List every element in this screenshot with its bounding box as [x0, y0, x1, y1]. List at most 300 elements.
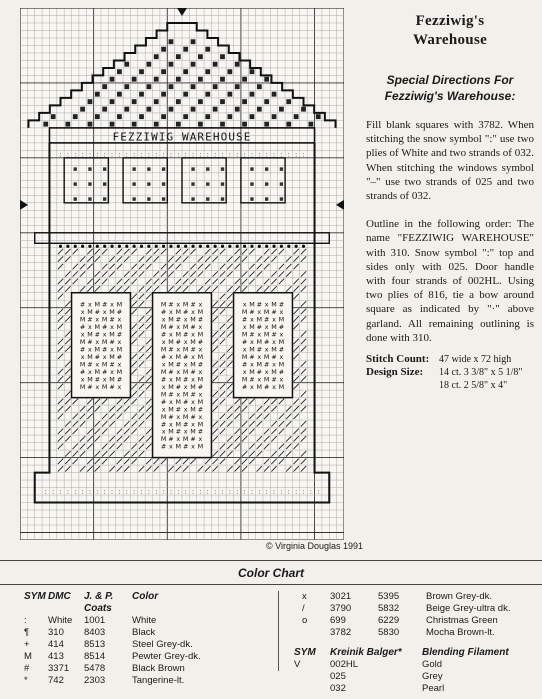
stitch-symbol: x: [250, 382, 254, 391]
special-heading-line-1: Special Directions For: [386, 73, 514, 87]
roof-stitch: [242, 99, 247, 104]
window-pane: [206, 167, 209, 170]
stitch-symbol: #: [183, 330, 189, 339]
legend-kreinik: 002HL: [330, 659, 358, 670]
stitch-symbol: M: [79, 337, 86, 346]
legend-left-rows: [10, 615, 232, 687]
stitch-symbol: :: [199, 151, 202, 159]
stitch-symbol: #: [264, 360, 270, 369]
stitch-symbol: M: [197, 442, 204, 451]
legend-symbol: o: [302, 615, 308, 626]
stitch-symbol: x: [80, 330, 85, 339]
roof-stitch: [205, 92, 210, 97]
hdr-dmc: DMC: [48, 591, 71, 602]
window-pane: [280, 182, 283, 185]
legend-color: Brown Grey-dk.: [426, 591, 492, 602]
stitch-symbol: :: [287, 488, 290, 496]
roof-stitch: [198, 54, 203, 59]
stitch-symbol: :: [103, 488, 106, 496]
stitch-symbol: x: [169, 352, 173, 361]
stitch-symbol: :: [228, 488, 231, 496]
roof-stitch: [220, 99, 225, 104]
stitch-symbol: #: [109, 382, 115, 391]
stitch-symbol: x: [183, 427, 188, 436]
legend-left-row: [10, 675, 232, 687]
roof-stitch: [235, 62, 240, 67]
stitch-symbol: #: [197, 360, 204, 369]
window-pane: [206, 197, 209, 200]
roof-stitch: [191, 62, 196, 67]
stitch-symbol: M: [160, 345, 167, 354]
special-heading-line-2: Fezziwig's Warehouse:: [384, 89, 516, 103]
stitch-symbol: #: [160, 442, 167, 451]
roof-stitch: [220, 77, 225, 82]
stitch-symbol: x: [257, 352, 262, 361]
window-pane: [221, 197, 224, 200]
stitch-symbol: M: [175, 442, 182, 451]
stitch-symbol: :: [140, 151, 143, 159]
stitch-symbol: :: [236, 151, 239, 159]
stitch-symbol: :: [125, 488, 128, 496]
garland-dot: [140, 245, 143, 248]
stitch-symbol: #: [278, 345, 285, 354]
legend-dmc: 3021: [330, 591, 352, 602]
window-pane: [88, 182, 91, 185]
stitch-symbol: :: [162, 151, 165, 159]
stitch-count-value: 47 wide x 72 high: [439, 354, 512, 366]
roof-stitch: [139, 114, 144, 119]
legend-color: Black Brown: [132, 663, 185, 674]
stitch-symbol: :: [280, 488, 283, 496]
stitch-symbol: x: [161, 382, 166, 391]
legend-right-rows: [290, 591, 542, 639]
legend-dmc: 699: [330, 615, 346, 626]
stitch-symbol: M: [278, 315, 285, 324]
stitch-symbol: x: [272, 337, 276, 346]
stitch-symbol: M: [263, 307, 270, 316]
roof-stitch: [169, 62, 174, 67]
stitch-symbol: M: [87, 307, 93, 316]
stitch-symbol: #: [175, 382, 181, 391]
roof-stitch: [308, 122, 313, 127]
roof-stitch: [176, 54, 181, 59]
stitch-symbol: x: [250, 337, 254, 346]
legend-dmc: 742: [48, 675, 64, 686]
roof-stitch: [242, 122, 247, 127]
roof-stitch: [146, 107, 151, 112]
stitch-symbol: :: [111, 488, 114, 496]
title-line-2: Warehouse: [412, 32, 488, 48]
stitch-symbol: #: [116, 307, 123, 316]
stitch-symbol: #: [94, 330, 100, 339]
stitch-symbol: M: [79, 315, 86, 324]
stitch-symbol: x: [198, 322, 203, 331]
roof-stitch: [154, 54, 159, 59]
garland-dot: [118, 245, 121, 248]
legend-color: White: [132, 615, 157, 626]
garland-dot: [169, 245, 172, 248]
roof-stitch: [205, 114, 210, 119]
garland-dot: [66, 245, 69, 248]
stitch-symbol: M: [182, 435, 189, 444]
window-pane: [74, 167, 77, 170]
stitch-symbol: M: [109, 330, 115, 339]
garland-dot: [265, 245, 268, 248]
stitch-symbol: x: [257, 307, 262, 316]
stitch-symbol: x: [264, 322, 269, 331]
stitch-symbol: M: [190, 337, 196, 346]
roof-stitch: [279, 107, 284, 112]
sign-text: FEZZIWIG WAREHOUSE: [112, 130, 252, 144]
stitch-symbol: #: [190, 300, 196, 309]
roof-stitch: [242, 77, 247, 82]
stitch-symbol: M: [168, 360, 174, 369]
roof-stitch: [227, 114, 232, 119]
stitch-symbol: x: [191, 375, 195, 384]
stitch-symbol: :: [66, 488, 69, 496]
garland-dot: [221, 245, 224, 248]
stitch-symbol: #: [87, 360, 93, 369]
legend-symbol: ¶: [24, 627, 30, 638]
stitch-symbol: :: [221, 151, 224, 159]
stitch-symbol: :: [162, 488, 165, 496]
stitch-symbol: M: [271, 345, 277, 354]
stitch-symbol: #: [175, 315, 181, 324]
stitch-symbol: M: [94, 367, 101, 376]
stitch-symbol: x: [176, 367, 181, 376]
garland-dot: [302, 245, 305, 248]
roof-stitch: [146, 84, 151, 89]
stitch-symbol: x: [161, 360, 166, 369]
stitch-symbol: #: [249, 307, 255, 316]
roof-stitch: [250, 92, 255, 97]
roof-stitch: [124, 107, 129, 112]
stitch-symbol: M: [249, 345, 255, 354]
window-pane: [132, 167, 135, 170]
stitch-symbol: #: [116, 352, 123, 361]
stitch-symbol: :: [317, 488, 320, 496]
legend-blend: Pearl: [422, 683, 445, 694]
stitch-symbol: :: [155, 488, 158, 496]
stitch-symbol: :: [125, 151, 128, 159]
stitch-symbol: M: [109, 307, 115, 316]
roof-stitch: [294, 114, 299, 119]
stitch-symbol: M: [168, 427, 174, 436]
stitch-symbol: M: [175, 307, 182, 316]
stitch-symbol: :: [184, 151, 187, 159]
roof-stitch: [176, 77, 181, 82]
stitch-symbol: #: [271, 330, 277, 339]
window-pane: [147, 197, 150, 200]
legend-jp: 5832: [378, 603, 400, 614]
stitch-symbol: M: [271, 367, 277, 376]
stitch-symbol: M: [94, 322, 101, 331]
legend-jp: 8514: [84, 651, 106, 662]
legend-dmc: White: [48, 615, 73, 626]
garland-dot: [103, 245, 106, 248]
stitch-symbol: :: [236, 488, 239, 496]
stitch-symbol: M: [271, 300, 277, 309]
stitch-symbol: M: [241, 330, 248, 339]
stitch-symbol: #: [109, 360, 115, 369]
stitch-symbol: :: [250, 488, 253, 496]
stitch-symbol: x: [198, 367, 203, 376]
stitch-symbol: #: [160, 352, 167, 361]
stitch-symbol: M: [256, 382, 263, 391]
stitch-symbol: x: [183, 315, 188, 324]
stitch-symbol: x: [264, 367, 269, 376]
legend-header: [10, 591, 232, 603]
legend-blend: Gold: [422, 659, 443, 670]
roof-stitch: [117, 92, 122, 97]
roof-stitch: [198, 122, 203, 127]
stitch-symbol: :: [155, 151, 158, 159]
stitch-symbol: #: [183, 375, 189, 384]
title-line-1: Fezziwig's: [415, 13, 485, 29]
legend-jp: 5478: [84, 663, 106, 674]
roof-stitch: [161, 114, 166, 119]
stitch-symbol: :: [103, 151, 106, 159]
roof-stitch: [110, 99, 115, 104]
garland-dot: [250, 245, 253, 248]
garland-dot: [133, 245, 136, 248]
directions-column: [366, 12, 534, 392]
legend-jp: 2303: [84, 675, 106, 686]
roof-stitch: [191, 84, 196, 89]
stitch-symbol: :: [221, 488, 224, 496]
stitch-symbol: #: [271, 307, 277, 316]
stitch-symbol: :: [96, 488, 99, 496]
stitch-symbol: #: [102, 300, 108, 309]
legend-color: Tangerine-lt.: [132, 675, 185, 686]
stitch-symbol: x: [242, 322, 247, 331]
roof-stitch: [169, 107, 174, 112]
window-pane: [191, 167, 194, 170]
stitch-symbol: M: [79, 382, 86, 391]
hdr-color: Color: [132, 591, 159, 602]
stitch-symbol: #: [264, 382, 270, 391]
stitch-symbol: :: [88, 488, 91, 496]
window-pane: [191, 197, 194, 200]
stitch-symbol: :: [302, 151, 305, 159]
stitch-symbol: #: [175, 337, 181, 346]
roof-stitch: [213, 84, 218, 89]
legend-right-row: [290, 603, 542, 615]
stitch-symbol: :: [52, 488, 55, 496]
roof-stitch: [286, 122, 291, 127]
roof-stitch: [169, 84, 174, 89]
garland-dot: [184, 245, 187, 248]
roof-stitch: [213, 62, 218, 67]
stitch-symbol: #: [249, 375, 255, 384]
stitch-symbol: M: [197, 352, 204, 361]
stitch-symbol: :: [59, 151, 62, 159]
stitch-symbol: :: [206, 151, 209, 159]
window-pane: [221, 167, 224, 170]
legend-color: Steel Grey-dk.: [132, 639, 193, 650]
stitch-symbol: #: [87, 315, 93, 324]
stitch-symbol: :: [206, 488, 209, 496]
roof-stitch: [110, 77, 115, 82]
roof-stitch: [198, 77, 203, 82]
stitch-symbol: M: [101, 382, 108, 391]
window-pane: [147, 167, 150, 170]
roof-stitch: [132, 122, 137, 127]
legend-symbol: V: [294, 659, 301, 670]
legend-symbol: /: [302, 603, 305, 614]
stitch-symbol: M: [160, 435, 167, 444]
roof-stitch: [95, 92, 100, 97]
legend-right-row: [290, 615, 542, 627]
stitch-symbol: M: [263, 352, 270, 361]
garland-dot: [287, 245, 290, 248]
garland-dot: [272, 245, 275, 248]
stitch-symbol: #: [264, 315, 270, 324]
stitch-symbol: x: [198, 390, 203, 399]
stitch-symbol: x: [80, 375, 85, 384]
stitch-symbol: :: [280, 151, 283, 159]
stitch-symbol: x: [110, 367, 114, 376]
window-pane: [221, 182, 224, 185]
stitch-symbol: :: [140, 488, 143, 496]
window-pane: [265, 197, 268, 200]
stitch-symbol: :: [192, 488, 195, 496]
stitch-symbol: :: [169, 151, 172, 159]
legend-left-row: [10, 615, 232, 627]
stitch-symbol: M: [175, 397, 182, 406]
stitch-symbol: x: [169, 307, 173, 316]
garland-dot: [191, 245, 194, 248]
roof-stitch: [43, 122, 48, 127]
stitch-symbol: #: [271, 375, 277, 384]
roof-stitch: [264, 99, 269, 104]
roof-stitch: [154, 122, 159, 127]
stitch-symbol: #: [94, 375, 100, 384]
roof-stitch: [95, 114, 100, 119]
roof-stitch: [227, 69, 232, 74]
stitch-symbol: x: [176, 300, 181, 309]
legend-jp: 6229: [378, 615, 400, 626]
stitch-symbol: M: [197, 330, 204, 339]
stitch-symbol: x: [161, 315, 166, 324]
legend-left-row: [10, 663, 232, 675]
stitch-symbol: :: [184, 488, 187, 496]
window-pane: [132, 182, 135, 185]
window-pane: [191, 182, 194, 185]
stitch-symbol: x: [176, 435, 181, 444]
hdr-sym: SYM: [24, 591, 46, 602]
stitch-symbol: :: [295, 488, 298, 496]
stitch-count-row: [366, 353, 534, 366]
stitch-symbol: #: [175, 360, 181, 369]
legend-jp: 8513: [84, 639, 106, 650]
legend-jp: 5830: [378, 627, 400, 638]
stitch-symbol: #: [197, 427, 204, 436]
window-pane: [265, 182, 268, 185]
roof-stitch: [102, 84, 107, 89]
stitch-symbol: #: [79, 345, 86, 354]
stitch-symbol: :: [169, 488, 172, 496]
garland-dot: [243, 245, 246, 248]
stitch-symbol: M: [278, 382, 285, 391]
stitch-symbol: #: [102, 322, 108, 331]
roof-stitch: [191, 107, 196, 112]
stitch-symbol: :: [199, 488, 202, 496]
stitch-symbol: x: [102, 352, 107, 361]
stitch-symbol: M: [197, 397, 204, 406]
stitch-symbol: M: [101, 337, 108, 346]
stitch-symbol: #: [190, 435, 196, 444]
legend-separator: [278, 591, 279, 671]
roof-stitch: [124, 62, 129, 67]
legend-kreinik: 025: [330, 671, 346, 682]
directions-paragraph-2: Outline in the following order: The name "FEZZIWIG WAREHOUSE" with 310. Snow symbol ":" top and sides only with 025. Door handle with four strands of 002HL. Using two plies of 816, tie a bow around square as indicated by "·" above garland. All remaining outlining is done with 310.: [366, 218, 534, 344]
roof-stitch: [117, 114, 122, 119]
stitch-symbol: x: [169, 397, 173, 406]
stitch-symbol: M: [101, 315, 108, 324]
legend-symbol: *: [24, 675, 28, 686]
stitch-symbol: M: [190, 405, 196, 414]
stitch-symbol: M: [182, 345, 189, 354]
garland-dot: [147, 245, 150, 248]
stitch-symbol: x: [242, 345, 247, 354]
stitch-symbol: M: [197, 420, 204, 429]
stitch-symbol: #: [168, 322, 174, 331]
stitch-symbol: x: [183, 405, 188, 414]
stitch-symbol: :: [250, 151, 253, 159]
stitch-symbol: x: [183, 382, 188, 391]
stitch-symbol: x: [279, 307, 284, 316]
legend-left: [10, 591, 232, 687]
legend-dmc: 3790: [330, 603, 352, 614]
stitch-symbol: #: [168, 435, 174, 444]
garland-dot: [295, 245, 298, 248]
stitch-symbol: M: [256, 360, 263, 369]
stitch-symbol: #: [87, 382, 93, 391]
stitch-count-label: Stitch Count:: [366, 353, 430, 366]
legend-kreinik: 032: [330, 683, 346, 694]
stitch-symbol: M: [190, 382, 196, 391]
stitch-symbol: M: [182, 390, 189, 399]
stitch-symbol: x: [198, 300, 203, 309]
stitch-symbol: #: [79, 367, 86, 376]
stitch-symbol: #: [168, 367, 174, 376]
legend-blend-row: [290, 671, 542, 683]
window-pane: [280, 167, 283, 170]
roof-stitch: [139, 92, 144, 97]
stitch-symbol: M: [116, 322, 123, 331]
legend-dmc: 310: [48, 627, 64, 638]
stitch-symbol: #: [183, 397, 189, 406]
stitch-symbol: #: [249, 330, 255, 339]
stitch-symbol: :: [118, 151, 121, 159]
window-pane: [250, 197, 253, 200]
stitch-symbol: M: [168, 382, 174, 391]
stitch-symbol: x: [88, 322, 92, 331]
stitch-symbol: x: [88, 345, 92, 354]
stitch-symbol: x: [176, 412, 181, 421]
stitch-symbol: #: [197, 315, 204, 324]
window-pane: [103, 167, 106, 170]
stitch-symbol: M: [197, 307, 204, 316]
legend-jp: 1001: [84, 615, 106, 626]
stitch-symbol: x: [272, 315, 276, 324]
garland-dot: [214, 245, 217, 248]
stitch-symbol: #: [79, 322, 86, 331]
stitch-symbol: M: [109, 352, 115, 361]
legend-symbol: x: [302, 591, 307, 602]
stitch-symbol: :: [147, 488, 150, 496]
